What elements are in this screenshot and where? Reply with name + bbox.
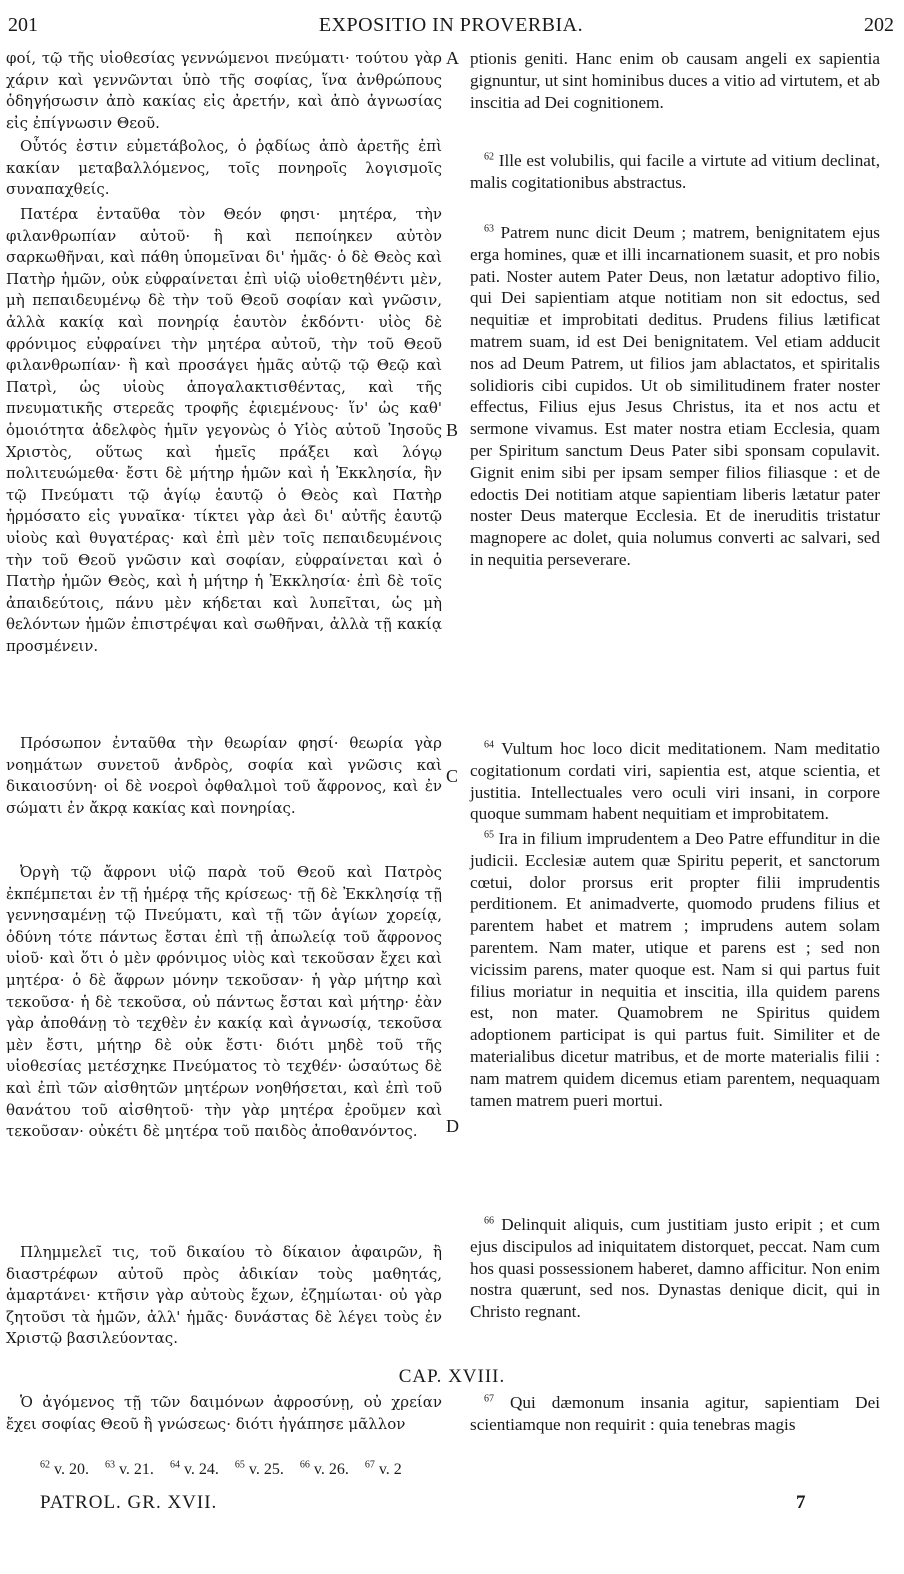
- margin-marker-a: A: [446, 48, 459, 68]
- latin-paragraph-66: $^{66}$ Delinquit aliquis, cum justitiam justo eripit ; et cum ejus discipulos ad iniquitatem distorquet, peccat. Nam cum hos quasi possessionem haberet, damno afficitur. Non enim nostra quærunt, sed nos. Dynastas denique dicit, qui in Christo regnant.: [470, 1215, 880, 1322]
- verse-ref: $^{67}$ v. 2: [364, 1459, 402, 1478]
- greek-paragraph-2: Οὗτός ἐστιν εὐμετάβολος, ὁ ῥᾳδίως ἀπὸ ἀρετῆς ἐπὶ κακίαν μεταβαλλόμενος, τοῖς πονηροῖς λογισμοῖς συναπαχθείς.: [6, 137, 442, 199]
- page-header: [8, 14, 894, 44]
- verse-ref: $^{66}$ v. 26.: [299, 1459, 349, 1478]
- page-number-right: 202: [864, 14, 894, 36]
- footnote-ref: 63: [484, 223, 494, 235]
- page-footer: [40, 1492, 880, 1522]
- verse-ref: $^{65}$ v. 25.: [234, 1459, 284, 1478]
- footnote-ref: 66: [484, 1215, 494, 1227]
- greek-paragraph-1: φοί, τῷ τῆς υἱοθεσίας γεννώμενοι πνεύματι· τούτου γὰρ χάριν καὶ γεννῶνται ὑπὸ τῆς σοφίας, ἵνα ἀνθρώπους ὁδηγήσωσιν ἀπὸ κακίας εἰς ἀρετήν, καὶ ἀπὸ ἀγνωσίας εἰς ἐπίγνωσιν Θεοῦ.: [6, 49, 442, 132]
- latin-paragraph-67: $^{67}$ Qui dæmonum insania agitur, sapientiam Dei scientiamque non requirit : quia tenebras magis: [470, 1393, 881, 1434]
- latin-paragraph-62: $^{62}$ Ille est volubilis, qui facile a virtute ad vitium declinat, malis cogitationibus abstractus.: [470, 151, 881, 192]
- verse-references: [40, 1461, 880, 1479]
- verse-ref: $^{63}$ v. 21.: [104, 1459, 154, 1478]
- footnote-ref: 64: [484, 739, 494, 751]
- footnote-ref: 67: [484, 1393, 494, 1405]
- gathering-number: 7: [796, 1492, 806, 1513]
- greek-paragraph-3: Πατέρα ἐνταῦθα τὸν Θεόν φησι· μητέρα, τὴν φιλανθρωπίαν αὐτοῦ· ἣ καὶ πεποίηκεν αὐτὸν σαρκωθῆναι, καὶ πάθη ὑπομεῖναι δι' ἡμᾶς· ὁ δὲ Θεὸς καὶ Πατὴρ ἡμῶν, οὐκ εὐφραίνεται ἐπὶ υἱῷ υἱοθετηθέντι μὲν, μὴ πεπαιδευμένῳ δὲ τὴν τοῦ Θεοῦ σοφίαν καὶ γνῶσιν, ἀλλὰ κακίᾳ καὶ πονηρίᾳ ἑαυτὸν ἐκδόντι· υἱὸς δὲ φρόνιμος εὐφραίνει τὴν μητέρα αὐτοῦ, τὴν τοῦ Θεοῦ φιλανθρωπίαν· ἢ καὶ προσάγει ἡμᾶς αὐτῷ τῷ Θεῷ καὶ Πατρὶ, ὡς υἱοὺς ἀπογαλακτισθέντας, καὶ τῆς πνευματικῆς στερεᾶς τροφῆς ἐφιεμένους· ἵν' ὡς καθ' ὁμοιότητα ἀδελφὸς ἡμῖν γεγονὼς ὁ Υἱὸς αὐτοῦ Ἰησοῦς Χριστὸς, οὕτως καὶ ἡμεῖς πράξει καὶ λόγῳ πολιτευώμεθα· ἔστι δὲ μήτηρ ἡμῶν καὶ ἡ Ἐκκλησία, ἣν τῷ Πνεύματι τῷ ἁγίῳ ἑαυτῷ ὁ Θεὸς καὶ Πατὴρ ἡρμόσατο εἰς γυναῖκα· τίκτει γὰρ ἀεὶ δι' αὐτῆς ἑαυτῷ υἱοὺς καὶ θυγατέρας· καὶ ἐπὶ μὲν τοῖς πεπαιδευμένοις τὴν τοῦ Θεοῦ γνῶσιν καὶ σοφίαν, εὐφραίνεται καὶ ὁ Πατὴρ ἡμῶν Θεὸς, καὶ ἡ μήτηρ ἡ Ἐκκλησία· ἐπὶ δὲ τοῖς ἀπαιδεύτοις, πάνυ μὲν κήδεται καὶ λυπεῖται, ὡς μὴ θελόντων ἡμῶν ἐπιστρέψαι καὶ σωθῆναι, ἀλλὰ τῇ κακίᾳ προσμένειν.: [6, 205, 442, 655]
- latin-paragraph-64: $^{64}$ Vultum hoc loco dicit meditationem. Nam meditatio cogitationum cordati viri, sapientia est, atque scientia, et justitia. Intellectuales vero oculi viri insani, in corpore quoque summam habent nequitiam et improbitatem.: [470, 739, 880, 824]
- margin-marker-b: B: [446, 420, 459, 440]
- footnote-ref: 62: [484, 151, 494, 163]
- greek-paragraph-7: Ὁ ἀγόμενος τῇ τῶν δαιμόνων ἀφροσύνῃ, οὐ χρείαν ἔχει σοφίας Θεοῦ ἢ γνώσεως· διότι ἠγάπησε μᾶλλον: [6, 1393, 442, 1433]
- verse-ref: $^{62}$ v. 20.: [40, 1459, 89, 1478]
- greek-paragraph-6: Πλημμελεῖ τις, τοῦ δικαίου τὸ δίκαιον ἀφαιρῶν, ἢ διαστρέφων αὐτοῦ πρὸς ἀδικίαν τοὺς μαθητάς, ἁμαρτάνει· κτῆσιν γὰρ αὐτοὺς ἔχων, ἐζημίωται· οὐ γὰρ ζητοῦσι τὰ ἡμῶν, ἀλλ' ἡμᾶς· δυνάστας δὲ λέγει τοὺς ἐν Χριστῷ βασιλεύοντας.: [6, 1243, 442, 1348]
- signature-mark: PATROL. GR. XVII.: [40, 1492, 218, 1513]
- page-number-left: 201: [8, 14, 38, 36]
- latin-paragraph-65: $^{65}$ Ira in filium imprudentem a Deo Patre effunditur in die judicii. Ecclesiæ autem quæ Spiritu peperit, et sanctorum cœtui, dolor prorsus erit propter filii imprudentis perditionem. Et animadverte, quomodo prudens filius et parentem habet et matrem ; imprudens autem solam parentem. Nam mater, utique et parens est ; sed non vicissim parens, mater quoque est. Nam si qui partus fuit filius moriatur in nequitia et inscitia, illa quidem parens est, non mater. Quamobrem ne Spiritus quidem adoptionem participat is qui partus fuit. Similiter et de materialibus dicetur matribus, et de morte materialis filii : nam matrem quidem dicemus etiam parentem, nequaquam tamen matrem pueri mortui.: [470, 829, 881, 1110]
- chapter-heading: CAP. XVIII.: [398, 1366, 506, 1387]
- latin-paragraph-1: ptionis geniti. Hanc enim ob causam angeli ex sapientia gignuntur, ut sint hominibus duces a vitio ad virtutem, et ab inscitia ad Dei cognitionem.: [470, 49, 880, 112]
- margin-marker-d: D: [446, 1116, 459, 1136]
- verse-ref: $^{64}$ v. 24.: [169, 1459, 219, 1478]
- greek-paragraph-4: Πρόσωπον ἐνταῦθα τὴν θεωρίαν φησί· θεωρία γὰρ νοημάτων συνετοῦ ἀνδρὸς, σοφία καὶ γνῶσις καὶ δικαιοσύνη· οἱ δὲ νοεροὶ ὀφθαλμοὶ τοῦ ἄφρονος, καὶ ἐν σώματι ἐν ἄκρᾳ κακίας καὶ πονηρίας.: [6, 734, 442, 817]
- greek-paragraph-5: Ὀργὴ τῷ ἄφρονι υἱῷ παρὰ τοῦ Θεοῦ καὶ Πατρὸς ἐκπέμπεται ἐν τῇ ἡμέρᾳ τῆς κρίσεως· τῇ δὲ Ἐκκλησίᾳ τῇ γεννησαμένῃ τῷ Πνεύματι, καὶ τῇ τῶν ἁγίων χορείᾳ, ὀδύνη τότε πάντως ἔσται ἐπὶ τῇ ἀπωλείᾳ τοῦ ἄφρονος υἱοῦ· καὶ ὅτι ὁ μὲν φρόνιμος υἱὸς καὶ τεκοῦσαν ἔχει καὶ μητέρα· ὁ δὲ ἄφρων μόνην τεκοῦσαν· ἡ γὰρ μήτηρ καὶ τεκοῦσα· ἡ δὲ τεκοῦσα, οὐ πάντως ἔσται καὶ μήτηρ· ἐὰν γὰρ ἀποθάνῃ τὸ τεχθὲν ἐν κακίᾳ καὶ ἀγνωσίᾳ, τεκοῦσα μὲν ἔστι, μήτηρ δὲ οὐκ ἔστι· διότι μηδὲ τοῦ τῆς υἱοθεσίας μετέσχηκε Πνεύματος τὸ τεχθέν· ὡσαύτως δὲ καὶ ἐπὶ τῶν αἰσθητῶν μητέρων νοηθήσεται, καὶ ἐπὶ τοῦ θανάτου τοῦ αἰσθητοῦ· τὴν γὰρ μητέρα ἐροῦμεν καὶ τεκοῦσαν· οὐκέτι δὲ μητέρα τοῦ παιδὸς ἀποθανόντος.: [6, 863, 442, 1141]
- running-title: EXPOSITIO IN PROVERBIA.: [318, 14, 584, 36]
- latin-paragraph-63: $^{63}$ Patrem nunc dicit Deum ; matrem, benignitatem ejus erga homines, quæ et illi incarnationem suasit, et pro nobis pati. Noster autem Pater Deus, non lætatur adoptivo filio, qui Dei sapientiam atque notitiam non sit edoctus, sed nequitiæ et improbitati deditus. Prudens filius lætificat matrem suam, id est Dei benignitatem. Vel etiam adducit nos ad Deum Patrem, ut filios jam ablactatos, et spiritalis solidioris cibi cupidos. Ut ob similitudinem frater noster effectus, Filius ejus Jesus Christus, ita et nos actu et sermone vivamus. Est mater nostra etiam Ecclesia, quam per Spiritum sanctum Deus Pater sibi sponsam copulavit. Gignit enim sibi per ipsam semper filios filiasque : et de edoctis Dei notitiam atque sapientiam liberis lætatur pater noster Deus materque Ecclesia. Et de ineruditis tristatur magnopere ac dolet, quia nolumus converti ac salvari, sed in nequitia perseverare.: [470, 223, 880, 569]
- margin-marker-c: C: [446, 766, 459, 786]
- footnote-ref: 65: [484, 829, 494, 841]
